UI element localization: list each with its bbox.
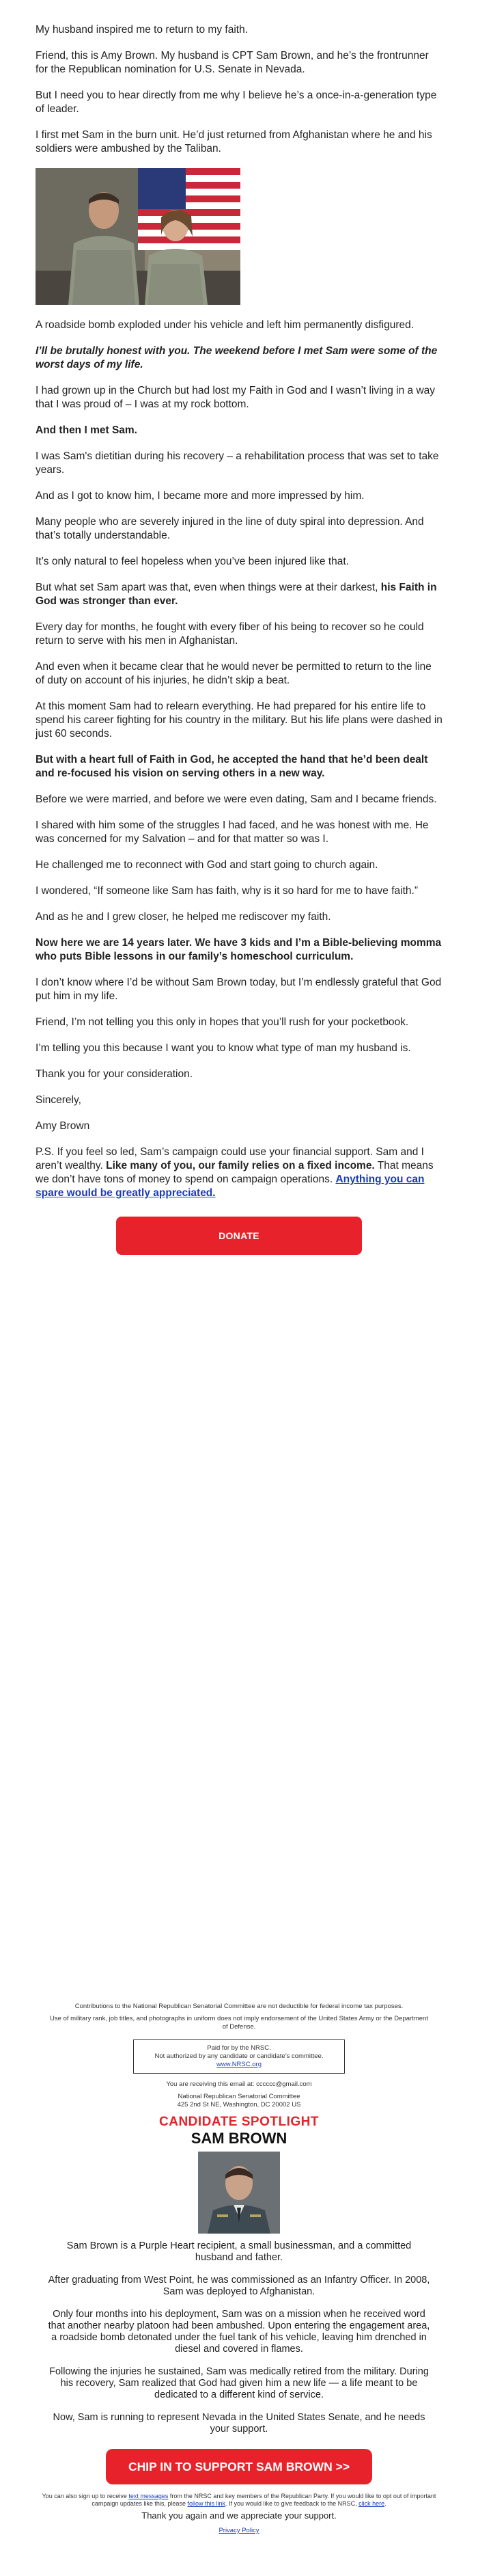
letter-paragraph: Many people who are severely injured in the line of duty spiral into depression. And that’s totally understandable. xyxy=(36,516,424,541)
ps-emphasis: Like many of you, our family relies on a fixed income. xyxy=(106,1160,375,1171)
feedback-link[interactable]: click here xyxy=(358,2500,385,2507)
letter-emphasis: But with a heart full of Faith in God, he accepted the hand that he’d been dealt and re-focused his vision on serving others in a new way. xyxy=(36,754,428,779)
couple-photo-image xyxy=(36,168,240,305)
receiving-email-line: You are receiving this email at: cccccc@gmail.com xyxy=(166,2080,312,2088)
letter-paragraph: I first met Sam in the burn unit. He’d just returned from Afghanistan where he and his soldiers were ambushed by the Taliban. xyxy=(36,129,432,154)
ps-text: P.S. If you feel so led, Sam’s campaign could use your financial support. Sam and I aren’t wealthy. xyxy=(36,1146,424,1171)
paid-for-line: Paid for by the NRSC. xyxy=(207,2044,271,2052)
spotlight-title: CANDIDATE SPOTLIGHT xyxy=(159,2115,319,2129)
not-authorized-line: Not authorized by any candidate or candidate’s committee. xyxy=(154,2052,324,2060)
letter-paragraph: He challenged me to reconnect with God and start going to church again. xyxy=(36,859,378,871)
text-messages-link[interactable]: text messages xyxy=(128,2493,169,2499)
donate-section xyxy=(36,1217,442,1255)
letter-paragraph: At this moment Sam had to relearn everything. He had prepared for his entire life to spend his career fighting for his country in the military. But his life plans were dashed in just 60 seconds. xyxy=(36,701,442,740)
optout-text: . If you would like to give feedback to the NRSC, xyxy=(225,2500,359,2507)
optout-text: . xyxy=(384,2500,386,2507)
letter-paragraph: It’s only natural to feel hopeless when you’ve been injured like that. xyxy=(36,556,349,567)
spotlight-name: SAM BROWN xyxy=(191,2130,287,2147)
letter-opening: My husband inspired me to return to my faith. xyxy=(36,24,249,36)
bio-paragraph: Sam Brown is a Purple Heart recipient, a small businessman, and a committed husband and father. xyxy=(66,2240,412,2263)
unsubscribe-link[interactable]: follow this link xyxy=(187,2500,225,2507)
letter-paragraph: Friend, this is Amy Brown. My husband is CPT Sam Brown, and he’s the frontrunner for the Republican nomination for U.S. Senate in Nevada. xyxy=(36,50,429,75)
ps-donate-link[interactable]: Anything you can spare would be greatly appreciated. xyxy=(36,1174,425,1199)
letter-paragraph: I shared with him some of the struggles I had faced, and he was honest with me. He was concerned for my Salvation – and for that matter so was I. xyxy=(36,819,429,845)
letter-emphasis: Now here we are 14 years later. We have 3 kids and I’m a Bible-believing momma who puts Bible lessons in our family’s homeschool curriculum. xyxy=(36,937,442,962)
military-disclaimer: Use of military rank, job titles, and photographs in uniform does not imply endorsement of the United States Army or the Department of Defense. xyxy=(50,2015,428,2031)
sam-brown-headshot xyxy=(198,2152,280,2234)
bio-paragraph: Now, Sam is running to represent Nevada in the United States Senate, and he needs your support. xyxy=(53,2412,425,2435)
bio-paragraph: Only four months into his deployment, Sam was on a mission when he received word that another nearby platoon had been ambushed. Upon entering the engagement area, a roadside bomb detonated under the fuel tank of his vehicle, leaving him drenched in diesel and covered in flames. xyxy=(48,2309,430,2355)
letter-paragraph: Every day for months, he fought with every fiber of his being to recover so he could return to serve with his men in Afghanistan. xyxy=(36,621,424,647)
letter-emphasis: And then I met Sam. xyxy=(36,424,137,436)
disclaimers xyxy=(0,2003,478,2031)
donate-button[interactable]: DONATE xyxy=(116,1217,362,1255)
letter-paragraph xyxy=(36,581,442,608)
address-block xyxy=(0,2080,478,2109)
privacy-policy-link[interactable]: Privacy Policy xyxy=(219,2527,259,2534)
nrsc-link[interactable]: www.NRSC.org xyxy=(216,2061,262,2068)
letter-emphasis: I’ll be brutally honest with you. The weekend before I met Sam were some of the worst days of my life. xyxy=(36,345,438,370)
letter-paragraph: But I need you to hear directly from me why I believe he’s a once-in-a-generation type of leader. xyxy=(36,90,437,115)
org-name: National Republican Senatorial Committee xyxy=(178,2093,300,2100)
flag-graphic xyxy=(138,168,240,250)
letter-paragraph: And even when it became clear that he would never be permitted to return to the line of duty on account of his injuries, he didn’t skip a beat. xyxy=(36,661,432,686)
letter-paragraph: Thank you for your consideration. xyxy=(36,1068,193,1080)
letter-paragraph: And as I got to know him, I became more and more impressed by him. xyxy=(36,490,365,502)
opt-out-text xyxy=(41,2493,437,2508)
letter-paragraph: I was Sam's dietitian during his recovery – a rehabilitation process that was set to take years. xyxy=(36,450,439,476)
letter-body xyxy=(36,0,442,1255)
chip-in-button[interactable]: CHIP IN TO SUPPORT SAM BROWN >> xyxy=(106,2449,372,2484)
paid-for-box xyxy=(133,2039,345,2074)
letter-paragraph: A roadside bomb exploded under his vehicle and left him permanently disfigured. xyxy=(36,319,414,331)
letter-paragraph: And as he and I grew closer, he helped me rediscover my faith. xyxy=(36,911,331,923)
bio-paragraph: After graduating from West Point, he was commissioned as an Infantry Officer. In 2008, Sam was deployed to Afghanistan. xyxy=(48,2275,430,2297)
optout-text: You can also sign up to receive xyxy=(42,2493,129,2499)
couple-photo xyxy=(36,168,240,305)
letter-emphasis: his Faith in God was stronger than ever. xyxy=(36,582,437,607)
candidate-bio xyxy=(48,2240,430,2435)
letter-paragraph: Before we were married, and before we were even dating, Sam and I became friends. xyxy=(36,794,437,805)
tax-disclaimer: Contributions to the National Republican Senatorial Committee are not deductible for federal income tax purposes. xyxy=(74,2003,404,2010)
letter-text: But what set Sam apart was that, even when things were at their darkest, xyxy=(36,582,381,593)
optout-text: from the NRSC and key members of the Republican Party. If you would like to opt out of important campaign updates like this, please xyxy=(92,2493,436,2507)
org-address: 425 2nd St NE, Washington, DC 20002 US xyxy=(177,2101,301,2109)
headshot-image xyxy=(198,2152,280,2234)
letter-postscript xyxy=(36,1145,442,1200)
letter-paragraph: I had grown up in the Church but had lost my Faith in God and I wasn’t living in a way that I was proud of – I was at my rock bottom. xyxy=(36,385,436,410)
letter-signature: Amy Brown xyxy=(36,1120,90,1132)
footer xyxy=(0,2003,478,2535)
letter-signoff: Sincerely, xyxy=(36,1094,81,1106)
letter-paragraph: Friend, I’m not telling you this only in hopes that you’ll rush for your pocketbook. xyxy=(36,1016,409,1028)
letter-paragraph: I’m telling you this because I want you to know what type of man my husband is. xyxy=(36,1042,411,1054)
thank-you-line: Thank you again and we appreciate your support. xyxy=(141,2510,337,2521)
ps-text: That means we don’t have tons of money to spend on campaign operations. xyxy=(36,1160,434,1185)
letter-paragraph: I wondered, “If someone like Sam has faith, why is it so hard for me to have faith.” xyxy=(36,885,418,897)
letter-paragraph: I don’t know where I’d be without Sam Brown today, but I’m endlessly grateful that God put him in my life. xyxy=(36,977,442,1002)
bio-paragraph: Following the injuries he sustained, Sam was medically retired from the military. During his recovery, Sam realized that God had given him a new life — a life meant to be dedicated to a different kind of service. xyxy=(49,2366,429,2400)
